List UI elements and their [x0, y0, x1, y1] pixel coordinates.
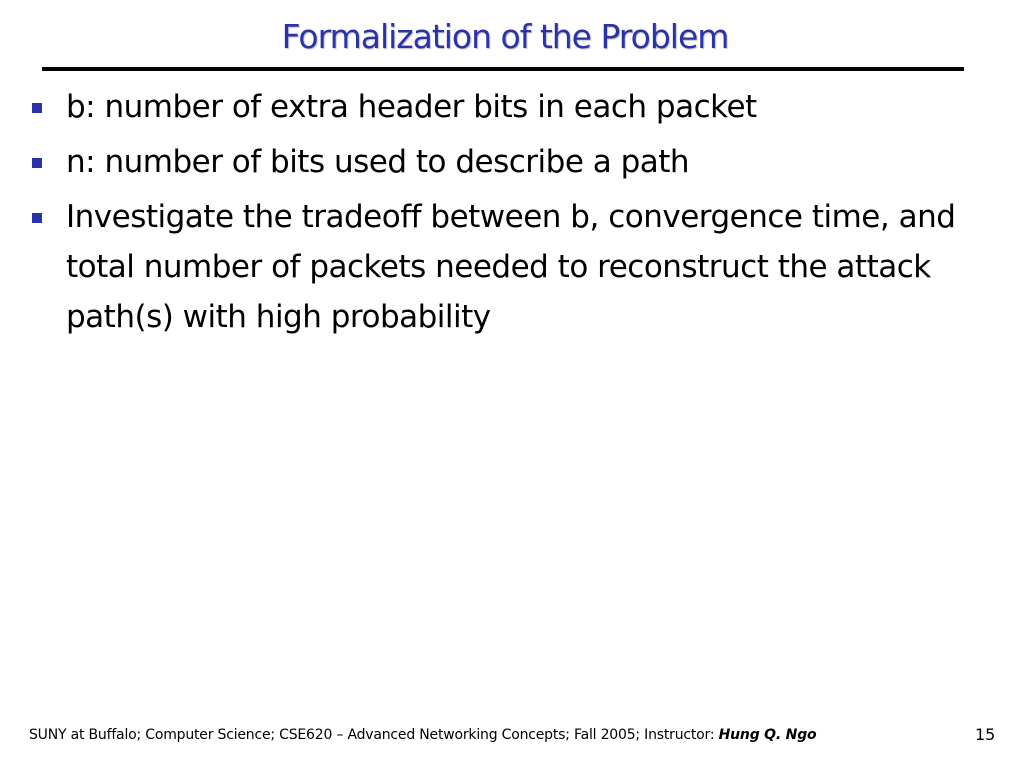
footer-course-info: SUNY at Buffalo; Computer Science; CSE620 – Advanced Networking Concepts; Fall 2005; Instructor: [29, 727, 715, 743]
bullet-item [0, 192, 1000, 342]
title-divider [42, 67, 964, 71]
bullet-item [0, 137, 1000, 187]
bullet-item [0, 82, 1000, 132]
slide-footer [29, 727, 816, 743]
square-bullet-icon [32, 103, 42, 113]
square-bullet-icon [32, 213, 42, 223]
bullet-list [0, 82, 1000, 347]
page-number: 15 [975, 725, 996, 744]
bullet-text: Investigate the tradeoff between b, convergence time, and total number of packets needed to reconstruct the attack path(s) with high probability [66, 199, 956, 335]
bullet-text: b: number of extra header bits in each packet [66, 89, 757, 125]
slide-title: Formalization of the Problem [281, 17, 729, 56]
bullet-text: n: number of bits used to describe a path [66, 144, 690, 180]
footer-instructor-name: Hung Q. Ngo [718, 727, 817, 743]
square-bullet-icon [32, 158, 42, 168]
